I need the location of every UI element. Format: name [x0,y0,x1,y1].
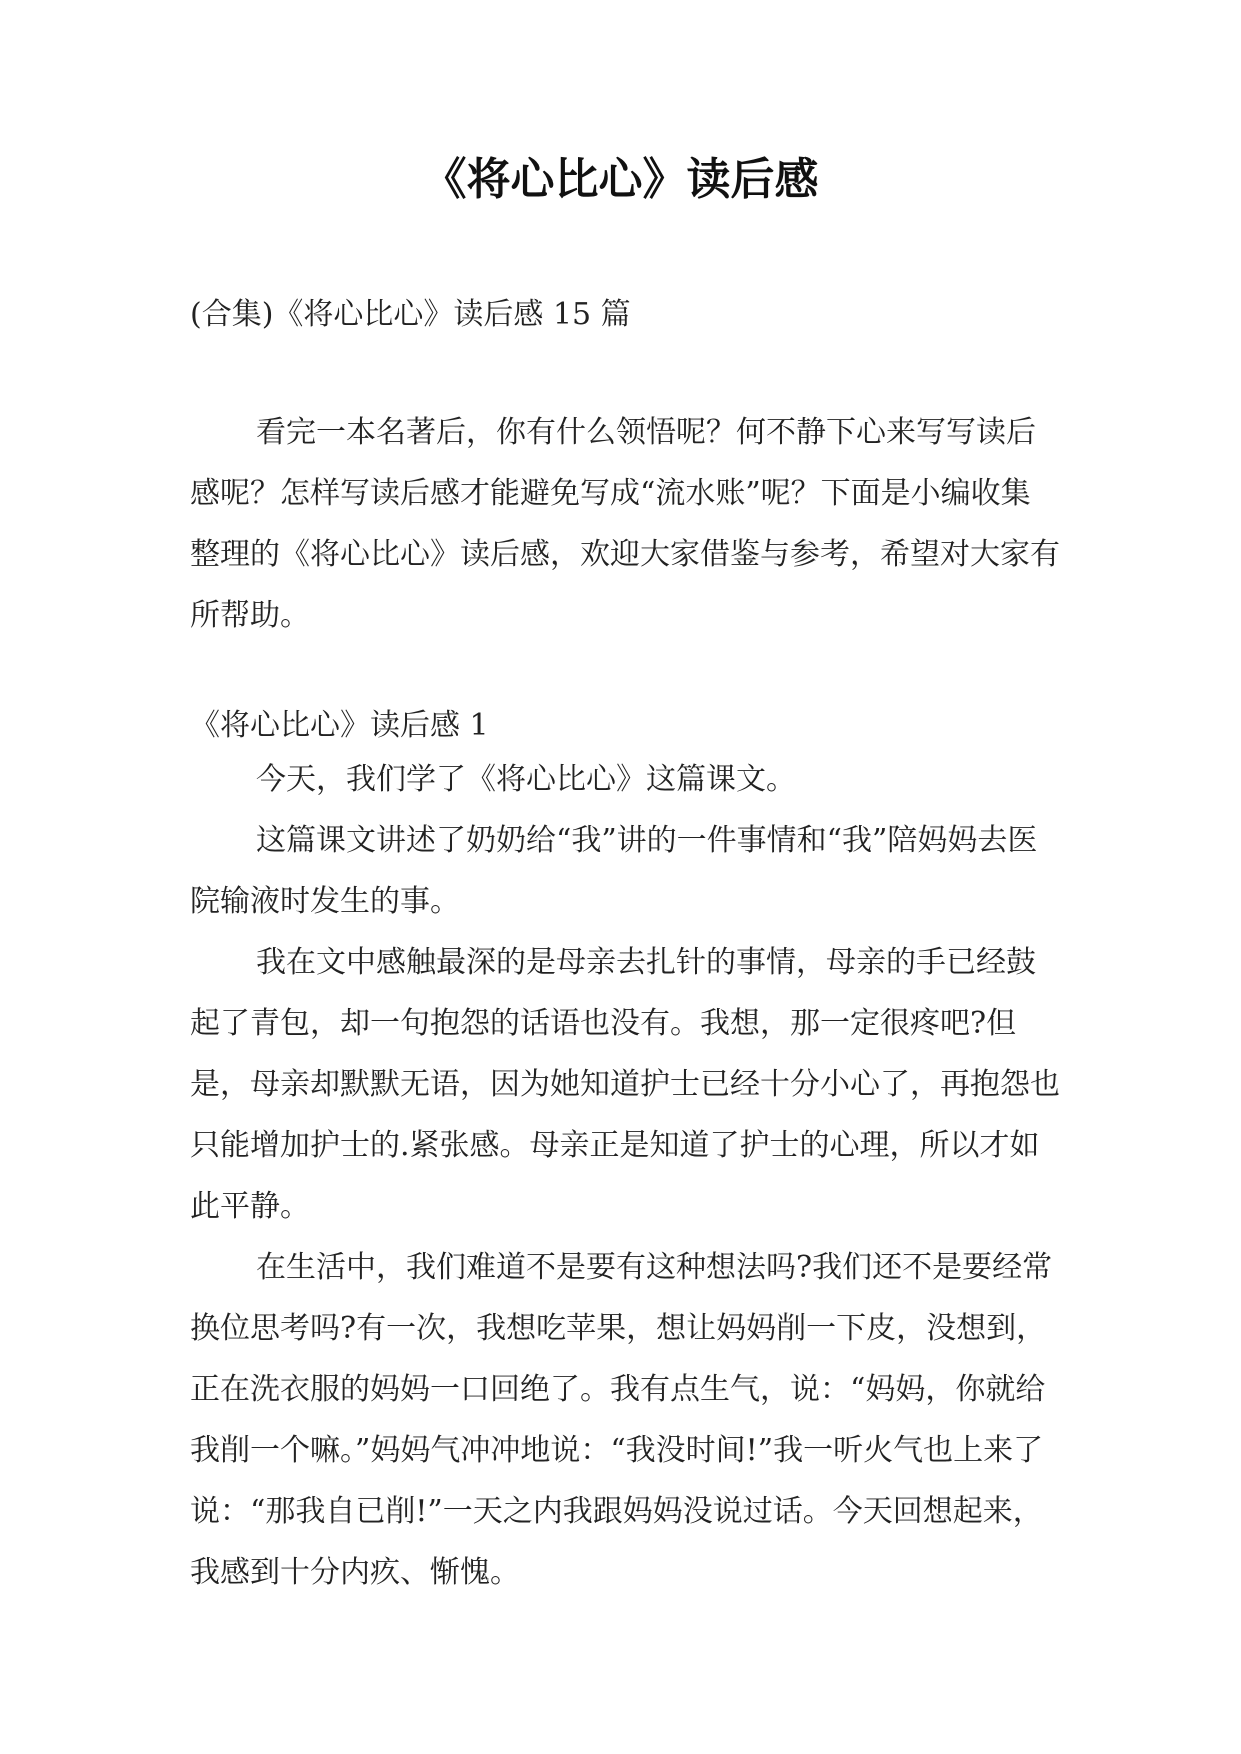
intro-paragraph: 看完一本名著后，你有什么领悟呢？何不静下心来写写读后感呢？怎样写读后感才能避免写成“流水账”呢？下面是小编收集整理的《将心比心》读后感，欢迎大家借鉴与参考，希望对大家有所帮助。 [190,415,1060,633]
section-body [190,749,1060,1603]
body-paragraph: 今天，我们学了《将心比心》这篇课文。 [256,762,796,797]
body-paragraph: 这篇课文讲述了奶奶给“我”讲的一件事情和“我”陪妈妈去医院输液时发生的事。 [190,823,1038,919]
body-paragraph: 我在文中感触最深的是母亲去扎针的事情，母亲的手已经鼓起了青包，却一句抱怨的话语也没有。我想，那一定很疼吧?但是，母亲却默默无语，因为她知道护士已经十分小心了，再抱怨也只能增加护士的.紧张感。母亲正是知道了护士的心理，所以才如此平静。 [190,945,1060,1224]
document-subtitle: (合集)《将心比心》读后感 15 篇 [190,297,631,332]
section-heading: 《将心比心》读后感 1 [190,708,489,743]
body-paragraph: 在生活中，我们难道不是要有这种想法吗?我们还不是要经常换位思考吗?有一次，我想吃苹果，想让妈妈削一下皮，没想到，正在洗衣服的妈妈一口回绝了。我有点生气，说：“妈妈，你就给我削一个嘛。”妈妈气冲冲地说：“我没时间!”我一听火气也上来了说：“那我自已削!”一天之内我跟妈妈没说过话。今天回想起来，我感到十分内疚、惭愧。 [190,1250,1053,1590]
document-title: 《将心比心》读后感 [422,154,819,205]
